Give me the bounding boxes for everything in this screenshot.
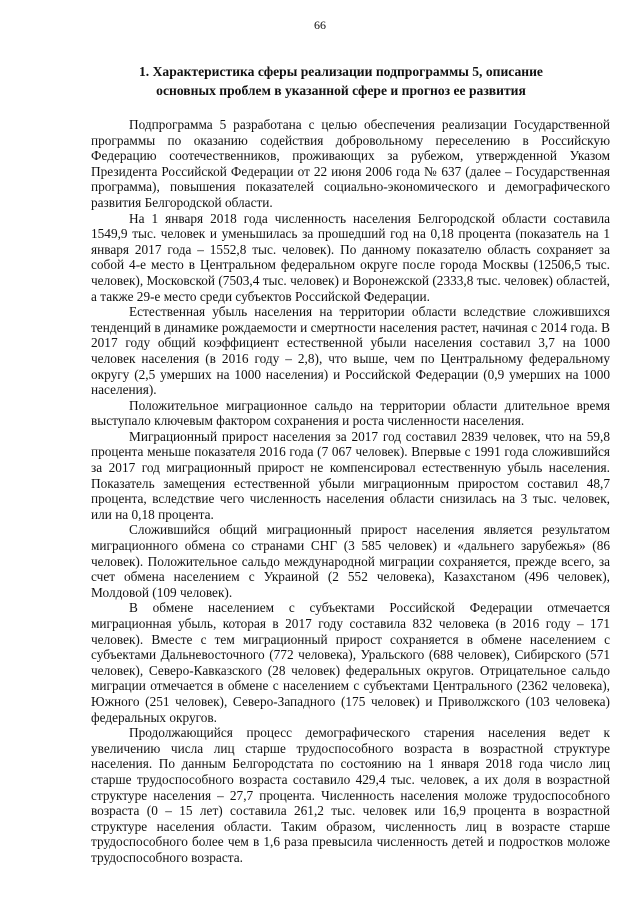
page-number: 66 bbox=[314, 18, 326, 32]
paragraph-purpose: Подпрограмма 5 разработана с целью обеспечения реализации Государственной программы по оказанию содействия добровольному переселению в Российскую Федерацию соотечественников, проживающих за рубежом, утвержденной Указом Президента Российской Федерации от 22 июня 2006 года № 637 (далее – Государственная программа), повышения показателей социально-экономического и демографического развития Белгородской области. bbox=[91, 117, 610, 210]
paragraph-cis-exchange: Сложившийся общий миграционный прирост населения является результатом миграционного обмена со странами СНГ (3 585 человек) и «дальнего зарубежья» (86 человек). Положительное сальдо международной миграции сохраняется, прежде всего, за счет обмена населением с Украиной (2 552 человека), Казахстаном (496 человек), Молдовой (109 человек). bbox=[91, 522, 610, 600]
section-heading-line-1: 1. Характеристика сферы реализации подпрограммы 5, описание bbox=[139, 64, 543, 79]
paragraph-russian-regions: В обмене населением с субъектами Российской Федерации отмечается миграционная убыль, которая в 2017 году составила 832 человека (в 2016 году – 171 человек). Вместе с тем миграционный прирост сохраняется в обмене населением с субъектами Дальневосточного (772 человека), Уральского (688 человек), Сибирского (571 человек), Северо-Кавказского (28 человек) федеральных округов. Отрицательное сальдо миграции отмечается в обмене с населением с субъектами Центрального (2362 человека), Южного (251 человек), Северо-Западного (175 человек) и Приволжского (103 человека) федеральных округов. bbox=[91, 600, 610, 725]
paragraph-aging: Продолжающийся процесс демографического старения населения ведет к увеличению числа лиц старше трудоспособного возраста в возрастной структуре населения. По данным Белгородстата по состоянию на 1 января 2018 года число лиц старше трудоспособного возраста составило 429,4 тыс. человек, а их доля в возрастной структуре населения – 27,7 процента. Численность населения моложе трудоспособного возраста (0 – 15 лет) составила 261,2 тыс. человек или 16,9 процента в возрастной структуре населения области. Таким образом, численность лиц в возрасте старше трудоспособного более чем в 1,6 раза превысила численность детей и подростков моложе трудоспособного возраста. bbox=[91, 725, 610, 865]
paragraph-natural-decline: Естественная убыль населения на территории области вследствие сложившихся тенденций в динамике рождаемости и смертности населения растет, начиная с 2014 года. В 2017 году общий коэффициент естественной убыли населения составил 3,7 на 1000 человек населения (в 2016 году – 2,8), что выше, чем по Центральному федеральному округу (2,5 умерших на 1000 населения) и Российской Федерации (0,9 умерших на 1000 населения). bbox=[91, 304, 610, 398]
paragraph-migration-growth: Миграционный прирост населения за 2017 год составил 2839 человек, что на 59,8 процента меньше показателя 2016 года (7 067 человек). Впервые с 1991 года сложившийся за 2017 год миграционный прирост не компенсировал естественную убыль населения. Показатель замещения естественной убыли миграционным приростом составил 48,7 процента, вследствие чего численность населения области снизилась на 3 тыс. человек, или на 0,18 процента. bbox=[91, 428, 610, 522]
paragraph-population: На 1 января 2018 года численность населения Белгородской области составила 1549,9 тыс. человек и уменьшилась за прошедший год на 0,18 процента (показатель на 1 января 2017 года – 1552,8 тыс. человек). По данному показателю область сохраняет за собой 4-е место в Центральном федеральном округе после города Москвы (12506,5 тыс. человек), Московской (7503,4 тыс. человек) и Воронежской (2333,8 тыс. человек) областей, а также 29-е место среди субъектов Российской Федерации. bbox=[91, 210, 610, 304]
section-heading bbox=[120, 62, 562, 100]
section-heading-line-2: основных проблем в указанной сфере и прогноз ее развития bbox=[156, 83, 526, 98]
paragraph-migration-balance: Положительное миграционное сальдо на территории области длительное время выступало ключевым фактором сохранения и роста численности населения. bbox=[91, 397, 610, 429]
body-text bbox=[91, 117, 610, 866]
